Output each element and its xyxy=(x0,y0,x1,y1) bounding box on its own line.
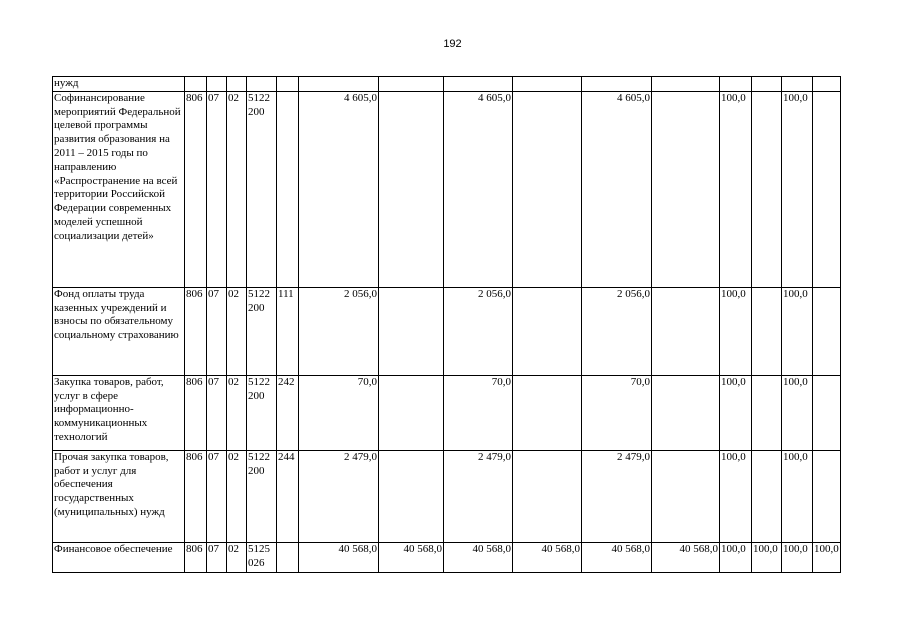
percent-refined-federal-cell: 100,0 xyxy=(813,542,841,572)
refined-amount-cell: 2 056,0 xyxy=(444,287,513,375)
ministry-code-cell xyxy=(185,77,207,92)
approved-federal-amount-cell: 40 568,0 xyxy=(379,542,444,572)
row-name-cell: Финансовое обеспечение xyxy=(53,542,185,572)
target-item-code-cell: 5122 200 xyxy=(247,91,277,287)
target-item-code-cell: 5122 200 xyxy=(247,450,277,542)
percent-execution-cell: 100,0 xyxy=(720,542,752,572)
refined-federal-amount-cell xyxy=(513,91,582,287)
expense-type-code-cell: 242 xyxy=(277,375,299,450)
executed-federal-amount-cell xyxy=(652,287,720,375)
percent-refined-cell xyxy=(782,77,813,92)
table-row xyxy=(53,542,841,572)
ministry-code-cell: 806 xyxy=(185,542,207,572)
row-name-cell: Софинансирование мероприятий Федеральной целевой программы развития образования на 2011 – 2015 годы по направлению «Распространение на всей территории Российской Федерации современных моделей успешной социализации детей» xyxy=(53,91,185,287)
refined-federal-amount-cell: 40 568,0 xyxy=(513,542,582,572)
approved-amount-cell: 2 479,0 xyxy=(299,450,379,542)
executed-amount-cell: 4 605,0 xyxy=(582,91,652,287)
approved-amount-cell xyxy=(299,77,379,92)
executed-federal-amount-cell xyxy=(652,450,720,542)
percent-execution-cell: 100,0 xyxy=(720,91,752,287)
table-row xyxy=(53,450,841,542)
expense-type-code-cell xyxy=(277,542,299,572)
ministry-code-cell: 806 xyxy=(185,287,207,375)
executed-federal-amount-cell xyxy=(652,91,720,287)
refined-amount-cell: 4 605,0 xyxy=(444,91,513,287)
executed-amount-cell xyxy=(582,77,652,92)
expense-type-code-cell: 244 xyxy=(277,450,299,542)
section-code-cell: 07 xyxy=(207,375,227,450)
percent-execution-federal-cell xyxy=(752,450,782,542)
table-row xyxy=(53,77,841,92)
percent-refined-cell: 100,0 xyxy=(782,542,813,572)
executed-amount-cell: 40 568,0 xyxy=(582,542,652,572)
percent-refined-cell: 100,0 xyxy=(782,450,813,542)
ministry-code-cell: 806 xyxy=(185,450,207,542)
percent-execution-federal-cell xyxy=(752,77,782,92)
percent-refined-federal-cell xyxy=(813,287,841,375)
approved-amount-cell: 2 056,0 xyxy=(299,287,379,375)
section-code-cell: 07 xyxy=(207,450,227,542)
approved-federal-amount-cell xyxy=(379,287,444,375)
ministry-code-cell: 806 xyxy=(185,375,207,450)
table-row xyxy=(53,91,841,287)
target-item-code-cell: 5122 200 xyxy=(247,287,277,375)
subsection-code-cell: 02 xyxy=(227,375,247,450)
subsection-code-cell: 02 xyxy=(227,450,247,542)
expense-type-code-cell: 111 xyxy=(277,287,299,375)
executed-amount-cell: 2 479,0 xyxy=(582,450,652,542)
percent-execution-federal-cell: 100,0 xyxy=(752,542,782,572)
table-row xyxy=(53,287,841,375)
section-code-cell: 07 xyxy=(207,287,227,375)
refined-federal-amount-cell xyxy=(513,375,582,450)
approved-amount-cell: 70,0 xyxy=(299,375,379,450)
refined-amount-cell: 2 479,0 xyxy=(444,450,513,542)
approved-federal-amount-cell xyxy=(379,77,444,92)
percent-execution-cell: 100,0 xyxy=(720,450,752,542)
refined-federal-amount-cell xyxy=(513,450,582,542)
subsection-code-cell: 02 xyxy=(227,91,247,287)
executed-amount-cell: 2 056,0 xyxy=(582,287,652,375)
percent-refined-cell: 100,0 xyxy=(782,287,813,375)
executed-federal-amount-cell xyxy=(652,77,720,92)
percent-execution-cell xyxy=(720,77,752,92)
expense-type-code-cell xyxy=(277,77,299,92)
percent-execution-federal-cell xyxy=(752,375,782,450)
ministry-code-cell: 806 xyxy=(185,91,207,287)
section-code-cell: 07 xyxy=(207,542,227,572)
percent-execution-federal-cell xyxy=(752,287,782,375)
executed-federal-amount-cell xyxy=(652,375,720,450)
percent-refined-federal-cell xyxy=(813,77,841,92)
executed-federal-amount-cell: 40 568,0 xyxy=(652,542,720,572)
expense-type-code-cell xyxy=(277,91,299,287)
section-code-cell: 07 xyxy=(207,91,227,287)
percent-refined-cell: 100,0 xyxy=(782,91,813,287)
percent-execution-federal-cell xyxy=(752,91,782,287)
executed-amount-cell: 70,0 xyxy=(582,375,652,450)
approved-federal-amount-cell xyxy=(379,91,444,287)
target-item-code-cell xyxy=(247,77,277,92)
approved-federal-amount-cell xyxy=(379,450,444,542)
refined-federal-amount-cell xyxy=(513,77,582,92)
subsection-code-cell: 02 xyxy=(227,542,247,572)
refined-amount-cell: 40 568,0 xyxy=(444,542,513,572)
percent-execution-cell: 100,0 xyxy=(720,287,752,375)
row-name-cell: Фонд оплаты труда казенных учреждений и взносы по обязательному социальному страхованию xyxy=(53,287,185,375)
refined-amount-cell: 70,0 xyxy=(444,375,513,450)
percent-execution-cell: 100,0 xyxy=(720,375,752,450)
subsection-code-cell xyxy=(227,77,247,92)
approved-federal-amount-cell xyxy=(379,375,444,450)
row-name-cell: Прочая закупка товаров, работ и услуг для обеспечения государственных (муниципальных) нужд xyxy=(53,450,185,542)
row-name-cell: Закупка товаров, работ, услуг в сфере информационно-коммуникационных технологий xyxy=(53,375,185,450)
page-number: 192 xyxy=(443,38,462,50)
percent-refined-federal-cell xyxy=(813,91,841,287)
approved-amount-cell: 4 605,0 xyxy=(299,91,379,287)
refined-federal-amount-cell xyxy=(513,287,582,375)
target-item-code-cell: 5122 200 xyxy=(247,375,277,450)
budget-table xyxy=(52,76,841,573)
refined-amount-cell xyxy=(444,77,513,92)
approved-amount-cell: 40 568,0 xyxy=(299,542,379,572)
subsection-code-cell: 02 xyxy=(227,287,247,375)
percent-refined-federal-cell xyxy=(813,450,841,542)
table-row xyxy=(53,375,841,450)
section-code-cell xyxy=(207,77,227,92)
row-name-cell: нужд xyxy=(53,77,185,92)
percent-refined-federal-cell xyxy=(813,375,841,450)
percent-refined-cell: 100,0 xyxy=(782,375,813,450)
target-item-code-cell: 5125 026 xyxy=(247,542,277,572)
